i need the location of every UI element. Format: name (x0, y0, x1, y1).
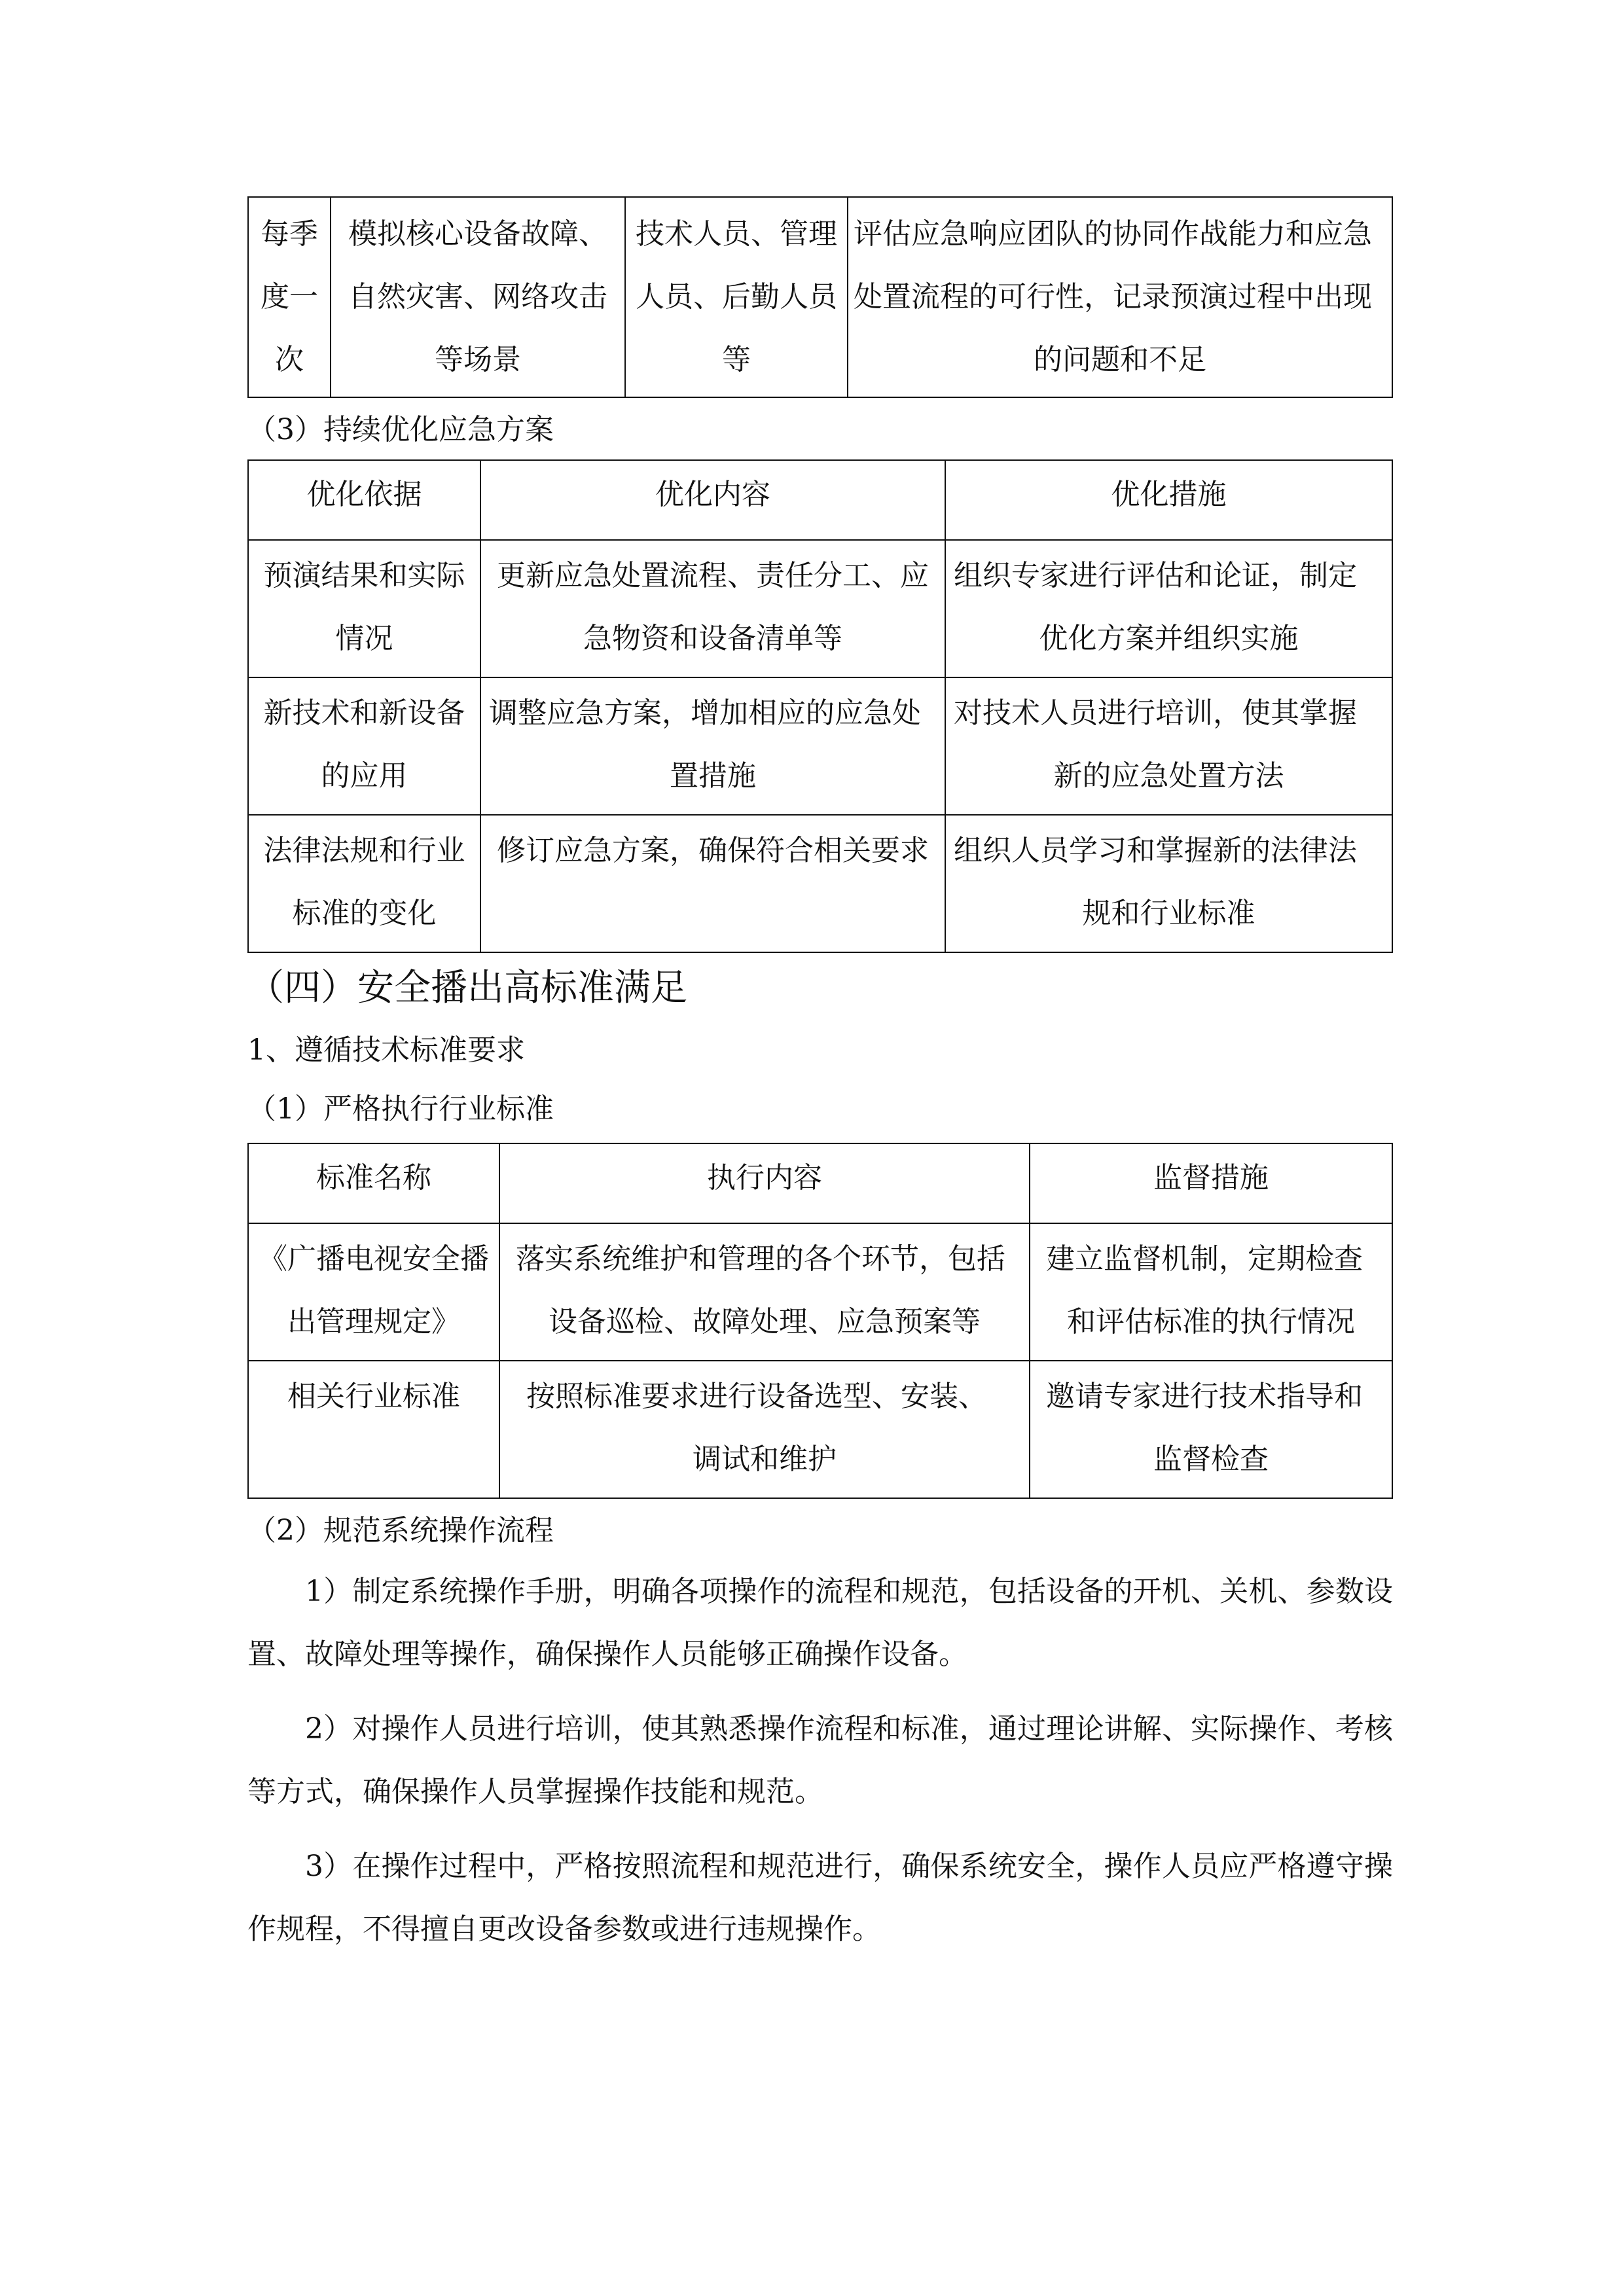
table-cell: 组织人员学习和掌握新的法律法规和行业标准 (945, 815, 1392, 952)
table-cell: 修订应急方案，确保符合相关要求 (480, 815, 945, 952)
section-heading: （四）安全播出高标准满足 (247, 967, 687, 1009)
table-cell: 法律法规和行业标准的变化 (248, 815, 480, 952)
table-cell: 调整应急方案，增加相应的应急处置措施 (480, 677, 945, 815)
table-cell: 模拟核心设备故障、自然灾害、网络攻击等场景 (331, 197, 625, 397)
table-header: 执行内容 (499, 1143, 1030, 1223)
table-cell: 每季度一次 (248, 197, 331, 397)
table-cell: 组织专家进行评估和论证，制定优化方案并组织实施 (945, 540, 1392, 677)
paragraph: 1）制定系统操作手册，明确各项操作的流程和规范，包括设备的开机、关机、参数设置、故障处理等操作，确保操作人员能够正确操作设备。 (247, 1575, 1393, 1671)
table-row (248, 197, 1392, 397)
table-cell: 落实系统维护和管理的各个环节，包括设备巡检、故障处理、应急预案等 (499, 1223, 1030, 1361)
table-cell: 相关行业标准 (248, 1361, 499, 1498)
table-cell: 《广播电视安全播出管理规定》 (248, 1223, 499, 1361)
table-row (248, 815, 1392, 952)
table-header: 优化内容 (480, 460, 945, 540)
drill-table (247, 196, 1393, 398)
table-row (248, 1361, 1392, 1498)
optimize-table (247, 459, 1393, 953)
subsection-title: （2）规范系统操作流程 (247, 1514, 554, 1547)
standard-table (247, 1143, 1393, 1499)
table-header: 优化依据 (248, 460, 480, 540)
table-row (248, 677, 1392, 815)
subsection-title: （1）严格执行行业标准 (247, 1092, 554, 1126)
table-header-row (248, 460, 1392, 540)
table-row (248, 540, 1392, 677)
table-cell: 预演结果和实际情况 (248, 540, 480, 677)
table-header-row (248, 1143, 1392, 1223)
paragraph: 2）对操作人员进行培训，使其熟悉操作流程和标准，通过理论讲解、实际操作、考核等方式，确保操作人员掌握操作技能和规范。 (247, 1712, 1393, 1808)
table-cell: 新技术和新设备的应用 (248, 677, 480, 815)
table-header: 优化措施 (945, 460, 1392, 540)
subsection-title: 1、遵循技术标准要求 (247, 1033, 525, 1067)
document-page (247, 196, 1393, 1961)
table-header: 监督措施 (1030, 1143, 1392, 1223)
table-header: 标准名称 (248, 1143, 499, 1223)
table-cell: 按照标准要求进行设备选型、安装、调试和维护 (499, 1361, 1030, 1498)
paragraph: 3）在操作过程中，严格按照流程和规范进行，确保系统安全，操作人员应严格遵守操作规程，不得擅自更改设备参数或进行违规操作。 (247, 1850, 1393, 1946)
table-cell: 建立监督机制，定期检查和评估标准的执行情况 (1030, 1223, 1392, 1361)
table-cell: 对技术人员进行培训，使其掌握新的应急处置方法 (945, 677, 1392, 815)
section-title: （3）持续优化应急方案 (247, 413, 554, 446)
table-cell: 更新应急处置流程、责任分工、应急物资和设备清单等 (480, 540, 945, 677)
table-cell: 邀请专家进行技术指导和监督检查 (1030, 1361, 1392, 1498)
table-row (248, 1223, 1392, 1361)
table-cell: 技术人员、管理人员、后勤人员等 (625, 197, 848, 397)
table-cell: 评估应急响应团队的协同作战能力和应急处置流程的可行性，记录预演过程中出现的问题和不足 (848, 197, 1392, 397)
